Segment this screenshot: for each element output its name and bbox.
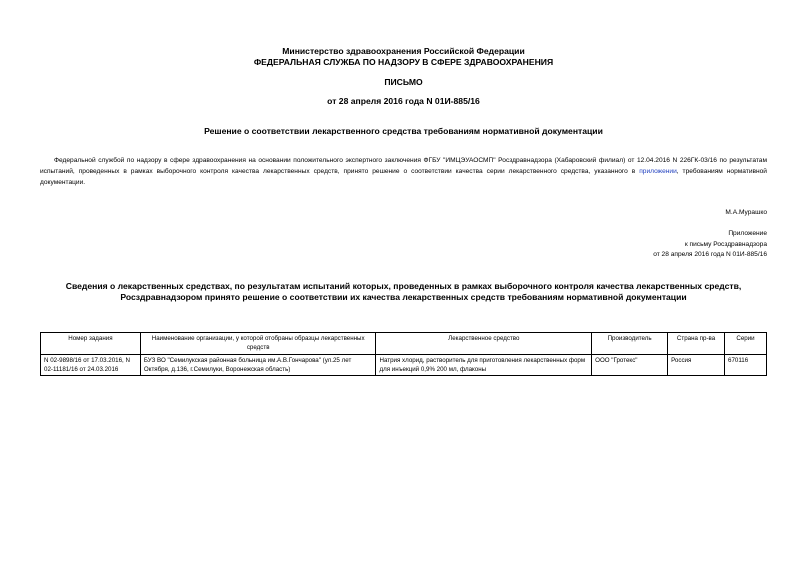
appendix-line-2: к письму Росздравнадзора bbox=[684, 240, 767, 248]
table-heading-line-2: Росздравнадзором принято решение о соответствии их качества лекарственных средств требованиям нормативной документации bbox=[120, 292, 687, 302]
table-heading bbox=[40, 281, 767, 303]
table-row bbox=[41, 355, 767, 376]
document-date-number: от 28 апреля 2016 года N 01И-885/16 bbox=[327, 96, 480, 106]
cell-manufacturer: ООО "Гротекс" bbox=[592, 355, 668, 376]
service-name: ФЕДЕРАЛЬНАЯ СЛУЖБА ПО НАДЗОРУ В СФЕРЕ ЗДРАВООХРАНЕНИЯ bbox=[253, 57, 554, 67]
header-country: Страна пр-ва bbox=[668, 333, 725, 355]
cell-country: Россия bbox=[668, 355, 725, 376]
document-type: ПИСЬМО bbox=[384, 77, 423, 87]
appendix-line-3: от 28 апреля 2016 года N 01И-885/16 bbox=[653, 251, 767, 259]
signature: М.А.Мурашко bbox=[725, 209, 767, 216]
ministry-name: Министерство здравоохранения Российской Федерации bbox=[282, 46, 525, 56]
document-title: Решение о соответствии лекарственного средства требованиям нормативной документации bbox=[204, 126, 603, 136]
table-header-row bbox=[41, 333, 767, 355]
appendix-block bbox=[653, 229, 767, 261]
table-heading-line-1: Сведения о лекарственных средствах, по результатам испытаний которых, проведенных в рамках выборочного контроля качества лекарственных средств, bbox=[65, 281, 742, 291]
header-manufacturer: Производитель bbox=[592, 333, 668, 355]
cell-organization: БУЗ ВО "Семилукская районная больница им.А.В.Гончарова" (ул.25 лет Октября, д.136, г.Семилуки, Воронежская область) bbox=[140, 355, 376, 376]
header-medicine: Лекарственное средство bbox=[376, 333, 592, 355]
body-text-start: Федеральной службой по надзору в сфере здравоохранения на основании положительного экспертного заключения ФГБУ "ИМЦЭУАОСМП" Росздравнадзора (Хабаровский филиал) от 12.04.2016 N 226ГК-03/16 по результатам испытаний, проведенных в рамках выборочного контроля качества лекарственных средств, принято решение о соответствии качества серии лекарственного средства, указанного в bbox=[40, 157, 767, 176]
header-task-number: Номер задания bbox=[41, 333, 141, 355]
cell-task-number: N 02-9898/16 от 17.03.2016, N 02-11181/16 от 24.03.2016 bbox=[41, 355, 141, 376]
medicines-table bbox=[40, 332, 767, 376]
appendix-line-1: Приложение bbox=[728, 230, 767, 237]
body-text-end: , требованиям нормативной документации. bbox=[40, 168, 767, 187]
cell-medicine: Натрия хлорид, растворитель для приготовления лекарственных форм для инъекций 0,9% 200 мл, флаконы bbox=[376, 355, 592, 376]
body-paragraph bbox=[40, 155, 767, 189]
header-series: Серии bbox=[725, 333, 767, 355]
header-organization: Наименование организации, у которой отобраны образцы лекарственных средств bbox=[140, 333, 376, 355]
appendix-link[interactable]: приложении bbox=[639, 168, 677, 176]
cell-series: 670116 bbox=[725, 355, 767, 376]
